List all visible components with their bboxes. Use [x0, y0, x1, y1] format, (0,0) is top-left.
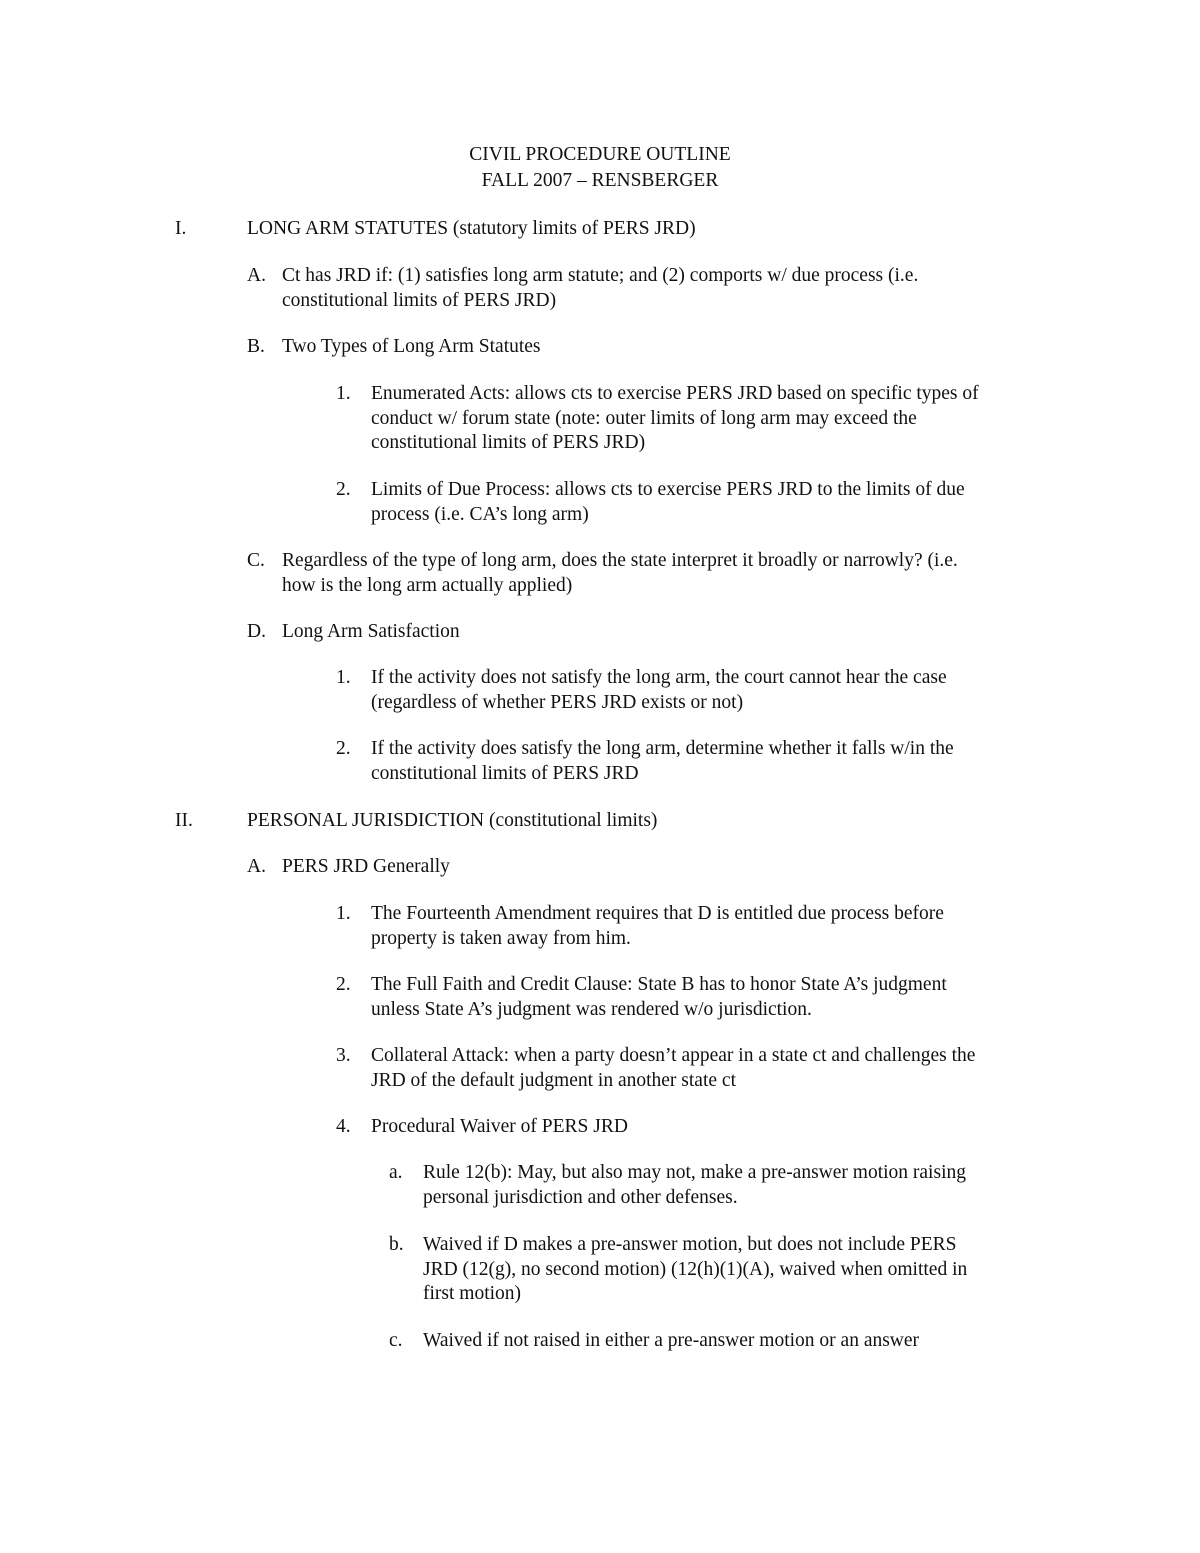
list-letter: a. — [389, 1162, 403, 1183]
list-number: 1. — [336, 383, 351, 404]
outline-text: how is the long arm actually applied) — [282, 575, 573, 596]
subsection-marker: D. — [247, 621, 266, 642]
outline-text: property is taken away from him. — [371, 928, 631, 949]
outline-text: Rule 12(b): May, but also may not, make a pre-answer motion raising — [423, 1162, 966, 1183]
outline-text: unless State A’s judgment was rendered w/o jurisdiction. — [371, 999, 812, 1020]
subsection-marker: C. — [247, 550, 265, 571]
list-number: 1. — [336, 667, 351, 688]
list-number: 4. — [336, 1116, 351, 1137]
subsection-marker: A. — [247, 265, 266, 286]
list-number: 2. — [336, 479, 351, 500]
outline-text: Enumerated Acts: allows cts to exercise PERS JRD based on specific types of — [371, 383, 979, 404]
outline-text: (regardless of whether PERS JRD exists or not) — [371, 692, 744, 713]
section-number: I. — [175, 218, 187, 239]
list-letter: b. — [389, 1234, 404, 1255]
subsection-marker: B. — [247, 336, 265, 357]
subsection-marker: A. — [247, 856, 266, 877]
outline-text: first motion) — [423, 1283, 522, 1304]
list-number: 2. — [336, 738, 351, 759]
outline-text: JRD of the default judgment in another state ct — [371, 1070, 736, 1091]
outline-text: The Fourteenth Amendment requires that D is entitled due process before — [371, 903, 944, 924]
document-title: CIVIL PROCEDURE OUTLINE — [469, 144, 731, 165]
list-number: 2. — [336, 974, 351, 995]
section-heading: PERSONAL JURISDICTION (constitutional limits) — [247, 810, 658, 831]
outline-text: Waived if not raised in either a pre-answer motion or an answer — [423, 1330, 920, 1351]
document-subtitle: FALL 2007 – RENSBERGER — [481, 170, 719, 191]
outline-text: Long Arm Satisfaction — [282, 621, 460, 642]
outline-text: JRD (12(g), no second motion) (12(h)(1)(A), waived when omitted in — [423, 1259, 968, 1280]
section-heading: LONG ARM STATUTES (statutory limits of PERS JRD) — [247, 218, 696, 239]
outline-text: PERS JRD Generally — [282, 856, 450, 877]
outline-text: If the activity does satisfy the long arm, determine whether it falls w/in the — [371, 738, 954, 759]
outline-text: Collateral Attack: when a party doesn’t appear in a state ct and challenges the — [371, 1045, 976, 1066]
outline-text: process (i.e. CA’s long arm) — [371, 504, 589, 525]
outline-text: Two Types of Long Arm Statutes — [282, 336, 541, 357]
outline-text: personal jurisdiction and other defenses. — [423, 1187, 738, 1208]
outline-text: The Full Faith and Credit Clause: State B has to honor State A’s judgment — [371, 974, 947, 995]
outline-text: Ct has JRD if: (1) satisfies long arm statute; and (2) comports w/ due process (i.e. — [282, 265, 919, 286]
outline-text: constitutional limits of PERS JRD) — [282, 290, 557, 311]
outline-text: Limits of Due Process: allows cts to exercise PERS JRD to the limits of due — [371, 479, 965, 500]
outline-text: If the activity does not satisfy the long arm, the court cannot hear the case — [371, 667, 947, 688]
outline-text: conduct w/ forum state (note: outer limits of long arm may exceed the — [371, 408, 917, 429]
outline-text: constitutional limits of PERS JRD — [371, 763, 639, 784]
outline-text: Regardless of the type of long arm, does the state interpret it broadly or narrowly? (i.e. — [282, 550, 958, 571]
list-number: 3. — [336, 1045, 351, 1066]
section-number: II. — [175, 810, 193, 831]
outline-text: Waived if D makes a pre-answer motion, but does not include PERS — [423, 1234, 957, 1255]
list-number: 1. — [336, 903, 351, 924]
outline-text: constitutional limits of PERS JRD) — [371, 432, 646, 453]
outline-text: Procedural Waiver of PERS JRD — [371, 1116, 628, 1137]
list-letter: c. — [389, 1330, 403, 1351]
